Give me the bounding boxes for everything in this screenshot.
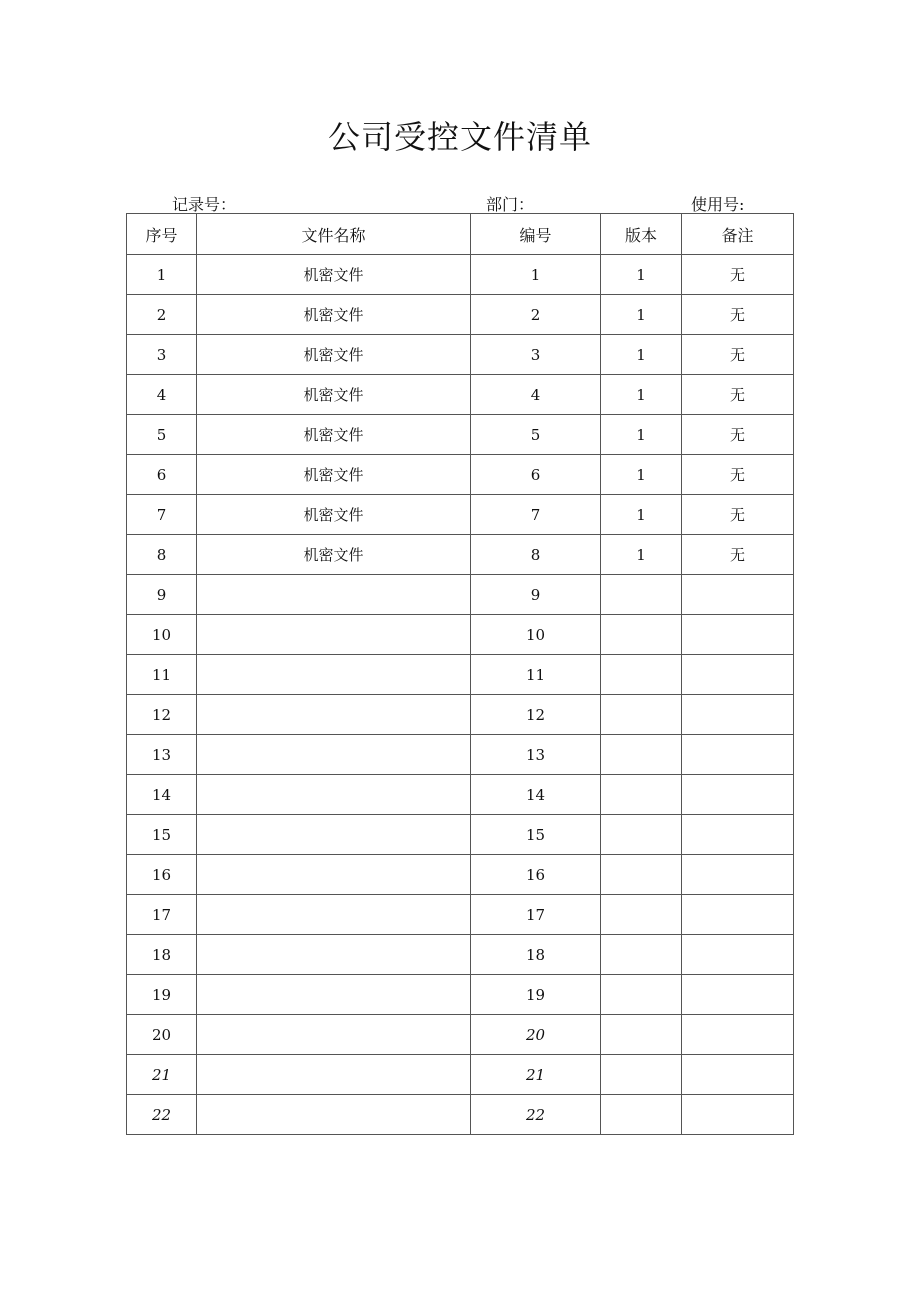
cell-seq: 3 [127, 335, 197, 375]
table-row [127, 375, 794, 415]
cell-note [682, 815, 794, 855]
cell-seq: 10 [127, 615, 197, 655]
table-row [127, 255, 794, 295]
cell-file-name [197, 855, 471, 895]
cell-file-name [197, 655, 471, 695]
table-row [127, 735, 794, 775]
cell-seq: 22 [127, 1095, 197, 1135]
cell-code: 8 [471, 535, 601, 575]
cell-version [601, 895, 682, 935]
cell-seq: 13 [127, 735, 197, 775]
cell-seq: 8 [127, 535, 197, 575]
department-label: 部门： [486, 195, 535, 214]
cell-version [601, 935, 682, 975]
cell-code: 1 [471, 255, 601, 295]
cell-note: 无 [682, 455, 794, 495]
cell-code: 2 [471, 295, 601, 335]
cell-version: 1 [601, 495, 682, 535]
cell-file-name [197, 975, 471, 1015]
cell-version [601, 1095, 682, 1135]
cell-version [601, 655, 682, 695]
table-row [127, 495, 794, 535]
table-header-row [127, 214, 794, 255]
cell-note [682, 775, 794, 815]
cell-file-name: 机密文件 [197, 455, 471, 495]
cell-version: 1 [601, 375, 682, 415]
cell-seq: 9 [127, 575, 197, 615]
cell-seq: 18 [127, 935, 197, 975]
header-code: 编号 [471, 214, 601, 255]
cell-file-name [197, 1015, 471, 1055]
cell-version: 1 [601, 335, 682, 375]
cell-code: 11 [471, 655, 601, 695]
cell-code: 12 [471, 695, 601, 735]
cell-file-name: 机密文件 [197, 295, 471, 335]
cell-seq: 17 [127, 895, 197, 935]
cell-version [601, 1055, 682, 1095]
table-row [127, 455, 794, 495]
cell-note [682, 855, 794, 895]
table-row [127, 415, 794, 455]
table-row [127, 1055, 794, 1095]
cell-note [682, 735, 794, 775]
cell-code: 5 [471, 415, 601, 455]
cell-version [601, 975, 682, 1015]
controlled-documents-table [126, 213, 794, 1135]
table-row [127, 575, 794, 615]
cell-file-name [197, 1095, 471, 1135]
cell-file-name [197, 575, 471, 615]
cell-file-name [197, 615, 471, 655]
cell-seq: 19 [127, 975, 197, 1015]
cell-file-name [197, 735, 471, 775]
cell-version [601, 695, 682, 735]
cell-note: 无 [682, 255, 794, 295]
record-number-label: 记录号： [172, 195, 237, 214]
cell-note: 无 [682, 295, 794, 335]
table-row [127, 655, 794, 695]
cell-file-name [197, 815, 471, 855]
cell-seq: 21 [127, 1055, 197, 1095]
cell-seq: 11 [127, 655, 197, 695]
cell-version [601, 615, 682, 655]
cell-version [601, 735, 682, 775]
cell-seq: 5 [127, 415, 197, 455]
cell-version [601, 575, 682, 615]
cell-file-name [197, 775, 471, 815]
cell-note [682, 1055, 794, 1095]
cell-file-name [197, 695, 471, 735]
table-row [127, 695, 794, 735]
cell-version: 1 [601, 455, 682, 495]
cell-version: 1 [601, 255, 682, 295]
cell-version [601, 1015, 682, 1055]
cell-code: 18 [471, 935, 601, 975]
cell-note [682, 1015, 794, 1055]
page-title: 公司受控文件清单 [327, 118, 592, 156]
cell-note: 无 [682, 495, 794, 535]
cell-code: 14 [471, 775, 601, 815]
cell-note: 无 [682, 535, 794, 575]
header-seq: 序号 [127, 214, 197, 255]
cell-file-name: 机密文件 [197, 415, 471, 455]
header-file-name: 文件名称 [197, 214, 471, 255]
cell-seq: 7 [127, 495, 197, 535]
cell-seq: 6 [127, 455, 197, 495]
cell-note: 无 [682, 415, 794, 455]
cell-file-name [197, 895, 471, 935]
table-row [127, 1015, 794, 1055]
cell-seq: 12 [127, 695, 197, 735]
cell-code: 20 [471, 1015, 601, 1055]
cell-version: 1 [601, 415, 682, 455]
cell-note: 无 [682, 375, 794, 415]
cell-code: 3 [471, 335, 601, 375]
cell-note [682, 935, 794, 975]
cell-code: 19 [471, 975, 601, 1015]
cell-code: 22 [471, 1095, 601, 1135]
cell-code: 13 [471, 735, 601, 775]
cell-seq: 2 [127, 295, 197, 335]
cell-note [682, 695, 794, 735]
cell-code: 7 [471, 495, 601, 535]
table-row [127, 855, 794, 895]
cell-file-name: 机密文件 [197, 375, 471, 415]
table-row [127, 935, 794, 975]
cell-file-name: 机密文件 [197, 335, 471, 375]
cell-code: 6 [471, 455, 601, 495]
table-row [127, 895, 794, 935]
cell-note [682, 895, 794, 935]
cell-code: 10 [471, 615, 601, 655]
cell-note [682, 975, 794, 1015]
cell-note [682, 615, 794, 655]
cell-note [682, 655, 794, 695]
cell-version: 1 [601, 535, 682, 575]
cell-file-name [197, 1055, 471, 1095]
table-row [127, 1095, 794, 1135]
table-row [127, 975, 794, 1015]
cell-version: 1 [601, 295, 682, 335]
cell-seq: 14 [127, 775, 197, 815]
cell-code: 15 [471, 815, 601, 855]
cell-code: 9 [471, 575, 601, 615]
header-version: 版本 [601, 214, 682, 255]
cell-code: 17 [471, 895, 601, 935]
cell-version [601, 815, 682, 855]
table-row [127, 775, 794, 815]
cell-version [601, 775, 682, 815]
cell-code: 16 [471, 855, 601, 895]
cell-seq: 20 [127, 1015, 197, 1055]
cell-file-name: 机密文件 [197, 535, 471, 575]
cell-file-name: 机密文件 [197, 255, 471, 295]
cell-note [682, 575, 794, 615]
usage-number-label: 使用号: [691, 195, 745, 214]
cell-seq: 4 [127, 375, 197, 415]
cell-code: 21 [471, 1055, 601, 1095]
cell-file-name [197, 935, 471, 975]
cell-note [682, 1095, 794, 1135]
cell-seq: 1 [127, 255, 197, 295]
cell-version [601, 855, 682, 895]
cell-seq: 15 [127, 815, 197, 855]
cell-file-name: 机密文件 [197, 495, 471, 535]
table-row [127, 615, 794, 655]
table-row [127, 815, 794, 855]
cell-seq: 16 [127, 855, 197, 895]
header-note: 备注 [682, 214, 794, 255]
table-row [127, 535, 794, 575]
table-row [127, 295, 794, 335]
cell-note: 无 [682, 335, 794, 375]
table-row [127, 335, 794, 375]
cell-code: 4 [471, 375, 601, 415]
